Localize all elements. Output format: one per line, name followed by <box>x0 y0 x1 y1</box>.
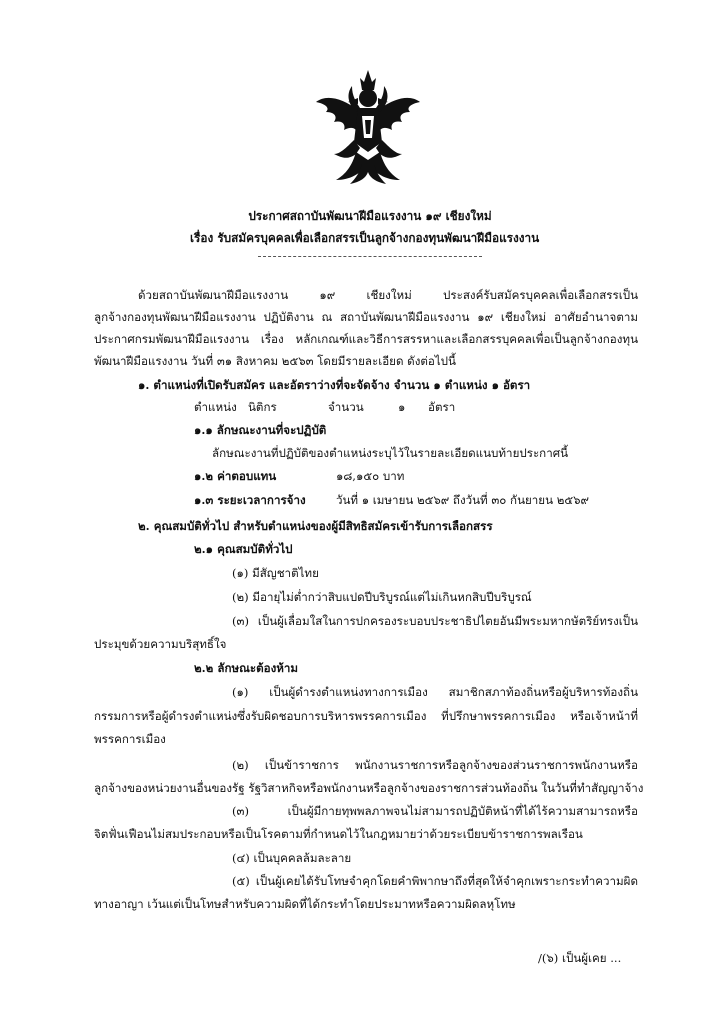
announcement-title: ประกาศสถาบันพัฒนาฝีมือแรงงาน ๑๙ เชียงใหม่ <box>248 209 492 223</box>
subsection-1-1-text: ลักษณะงานที่ปฏิบัติของตำแหน่งระบุไว้ในรายละเอียดแนบท้ายประกาศนี้ <box>212 446 568 460</box>
section-2-heading: ๒. คุณสมบัติทั่วไป สำหรับตำแหน่งของผู้มีสิทธิสมัครเข้ารับการเลือกสรร <box>138 519 493 533</box>
subsection-1-1-heading: ๑.๑ ลักษณะงานที่จะปฏิบัติ <box>194 423 327 437</box>
subsection-2-2-heading: ๒.๒ ลักษณะต้องห้าม <box>194 661 299 675</box>
prohibition-1-line-1: (๑) เป็นผู้ดำรงตำแหน่งทางการเมือง สมาชิกสภาท้องถิ่นหรือผู้บริหารท้องถิ่น <box>232 685 638 699</box>
title-divider <box>258 256 482 257</box>
position-label: ตำแหน่ง <box>194 400 237 414</box>
section-1-heading: ๑. ตำแหน่งที่เปิดรับสมัคร และอัตราว่างที่จะจัดจ้าง จำนวน ๑ ตำแหน่ง ๑ อัตรา <box>138 378 531 392</box>
announcement-subject: เรื่อง รับสมัครบุคคลเพื่อเลือกสรรเป็นลูกจ้างกองทุนพัฒนาฝีมือแรงงาน <box>190 231 540 245</box>
qualification-3-line-1: (๓) เป็นผู้เลื่อมใสในการปกครองระบอบประชาธิปไตยอันมีพระมหากษัตริย์ทรงเป็น <box>232 614 638 628</box>
prohibition-3-line-1: (๓) เป็นผู้มีกายทุพพลภาพจนไม่สามารถปฏิบัติหน้าที่ได้ไร้ความสามารถหรือ <box>232 804 638 818</box>
qualification-3-line-2: ประมุขด้วยความบริสุทธิ์ใจ <box>94 637 227 651</box>
continuation-note: /(๖) เป็นผู้เคย ... <box>538 951 622 965</box>
prohibition-2-line-1: (๒) เป็นข้าราชการ พนักงานราชการหรือลูกจ้างของส่วนราชการพนักงานหรือ <box>232 758 638 772</box>
count-value: ๑ <box>398 400 406 414</box>
qualification-1: (๑) มีสัญชาติไทย <box>232 566 319 580</box>
prohibition-1-line-2: กรรมการหรือผู้ดำรงตำแหน่งซึ่งรับผิดชอบการบริหารพรรคการเมือง ที่ปรึกษาพรรคการเมือง หรือเจ้าหน้าที่ <box>94 709 638 723</box>
qualification-2: (๒) มีอายุไม่ต่ำกว่าสิบแปดปีบริบูรณ์แต่ไม่เกินหกสิบปีบริบูรณ์ <box>232 590 532 604</box>
position-value: นิติกร <box>248 400 277 414</box>
compensation-value: ๑๘,๑๕๐ บาท <box>336 469 405 483</box>
intro-line-2: ลูกจ้างกองทุนพัฒนาฝีมือแรงงาน ปฏิบัติงาน ณ สถาบันพัฒนาฝีมือแรงงาน ๑๙ เชียงใหม่ อาศัยอำนาจตาม <box>94 310 638 324</box>
intro-line-3: ประกาศกรมพัฒนาฝีมือแรงงาน เรื่อง หลักเกณฑ์และวิธีการสรรหาและเลือกสรรบุคคลเพื่อเป็นลูกจ้างกองทุน <box>94 332 638 346</box>
prohibition-3-line-2: จิตฟั่นเฟือนไม่สมประกอบหรือเป็นโรคตามที่กำหนดไว้ในกฎหมายว่าด้วยระเบียบข้าราชการพลเรือน <box>94 827 583 841</box>
subsection-1-3-heading: ๑.๓ ระยะเวลาการจ้าง <box>194 493 306 507</box>
subsection-2-1-heading: ๒.๑ คุณสมบัติทั่วไป <box>194 542 293 556</box>
count-label: จำนวน <box>328 400 364 414</box>
intro-line-4: พัฒนาฝีมือแรงงาน วันที่ ๓๑ สิงหาคม ๒๕๖๓ โดยมีรายละเอียด ดังต่อไปนี้ <box>94 354 456 368</box>
intro-line-1: ด้วยสถาบันพัฒนาฝีมือแรงงาน ๑๙ เชียงใหม่ ประสงค์รับสมัครบุคคลเพื่อเลือกสรรเป็น <box>138 288 638 302</box>
prohibition-5-line-1: (๕) เป็นผู้เคยได้รับโทษจำคุกโดยคำพิพากษาถึงที่สุดให้จำคุกเพราะกระทำความผิด <box>232 874 638 888</box>
prohibition-4: (๔) เป็นบุคคลล้มละลาย <box>232 851 352 865</box>
count-unit: อัตรา <box>428 400 456 414</box>
garuda-emblem-icon <box>312 68 424 186</box>
prohibition-2-line-2: ลูกจ้างของหน่วยงานอื่นของรัฐ รัฐวิสาหกิจหรือพนักงานหรือลูกจ้างของราชการส่วนท้องถิ่น ในวันที่ทำสัญญาจ้าง <box>94 781 644 795</box>
prohibition-5-line-2: ทางอาญา เว้นแต่เป็นโทษสำหรับความผิดที่ได้กระทำโดยประมาทหรือความผิดลหุโทษ <box>94 897 516 911</box>
prohibition-1-line-3: พรรคการเมือง <box>94 732 166 746</box>
subsection-1-2-heading: ๑.๒ ค่าตอบแทน <box>194 469 277 483</box>
employment-period-value: วันที่ ๑ เมษายน ๒๕๖๙ ถึงวันที่ ๓๐ กันยายน ๒๕๖๙ <box>336 493 589 507</box>
